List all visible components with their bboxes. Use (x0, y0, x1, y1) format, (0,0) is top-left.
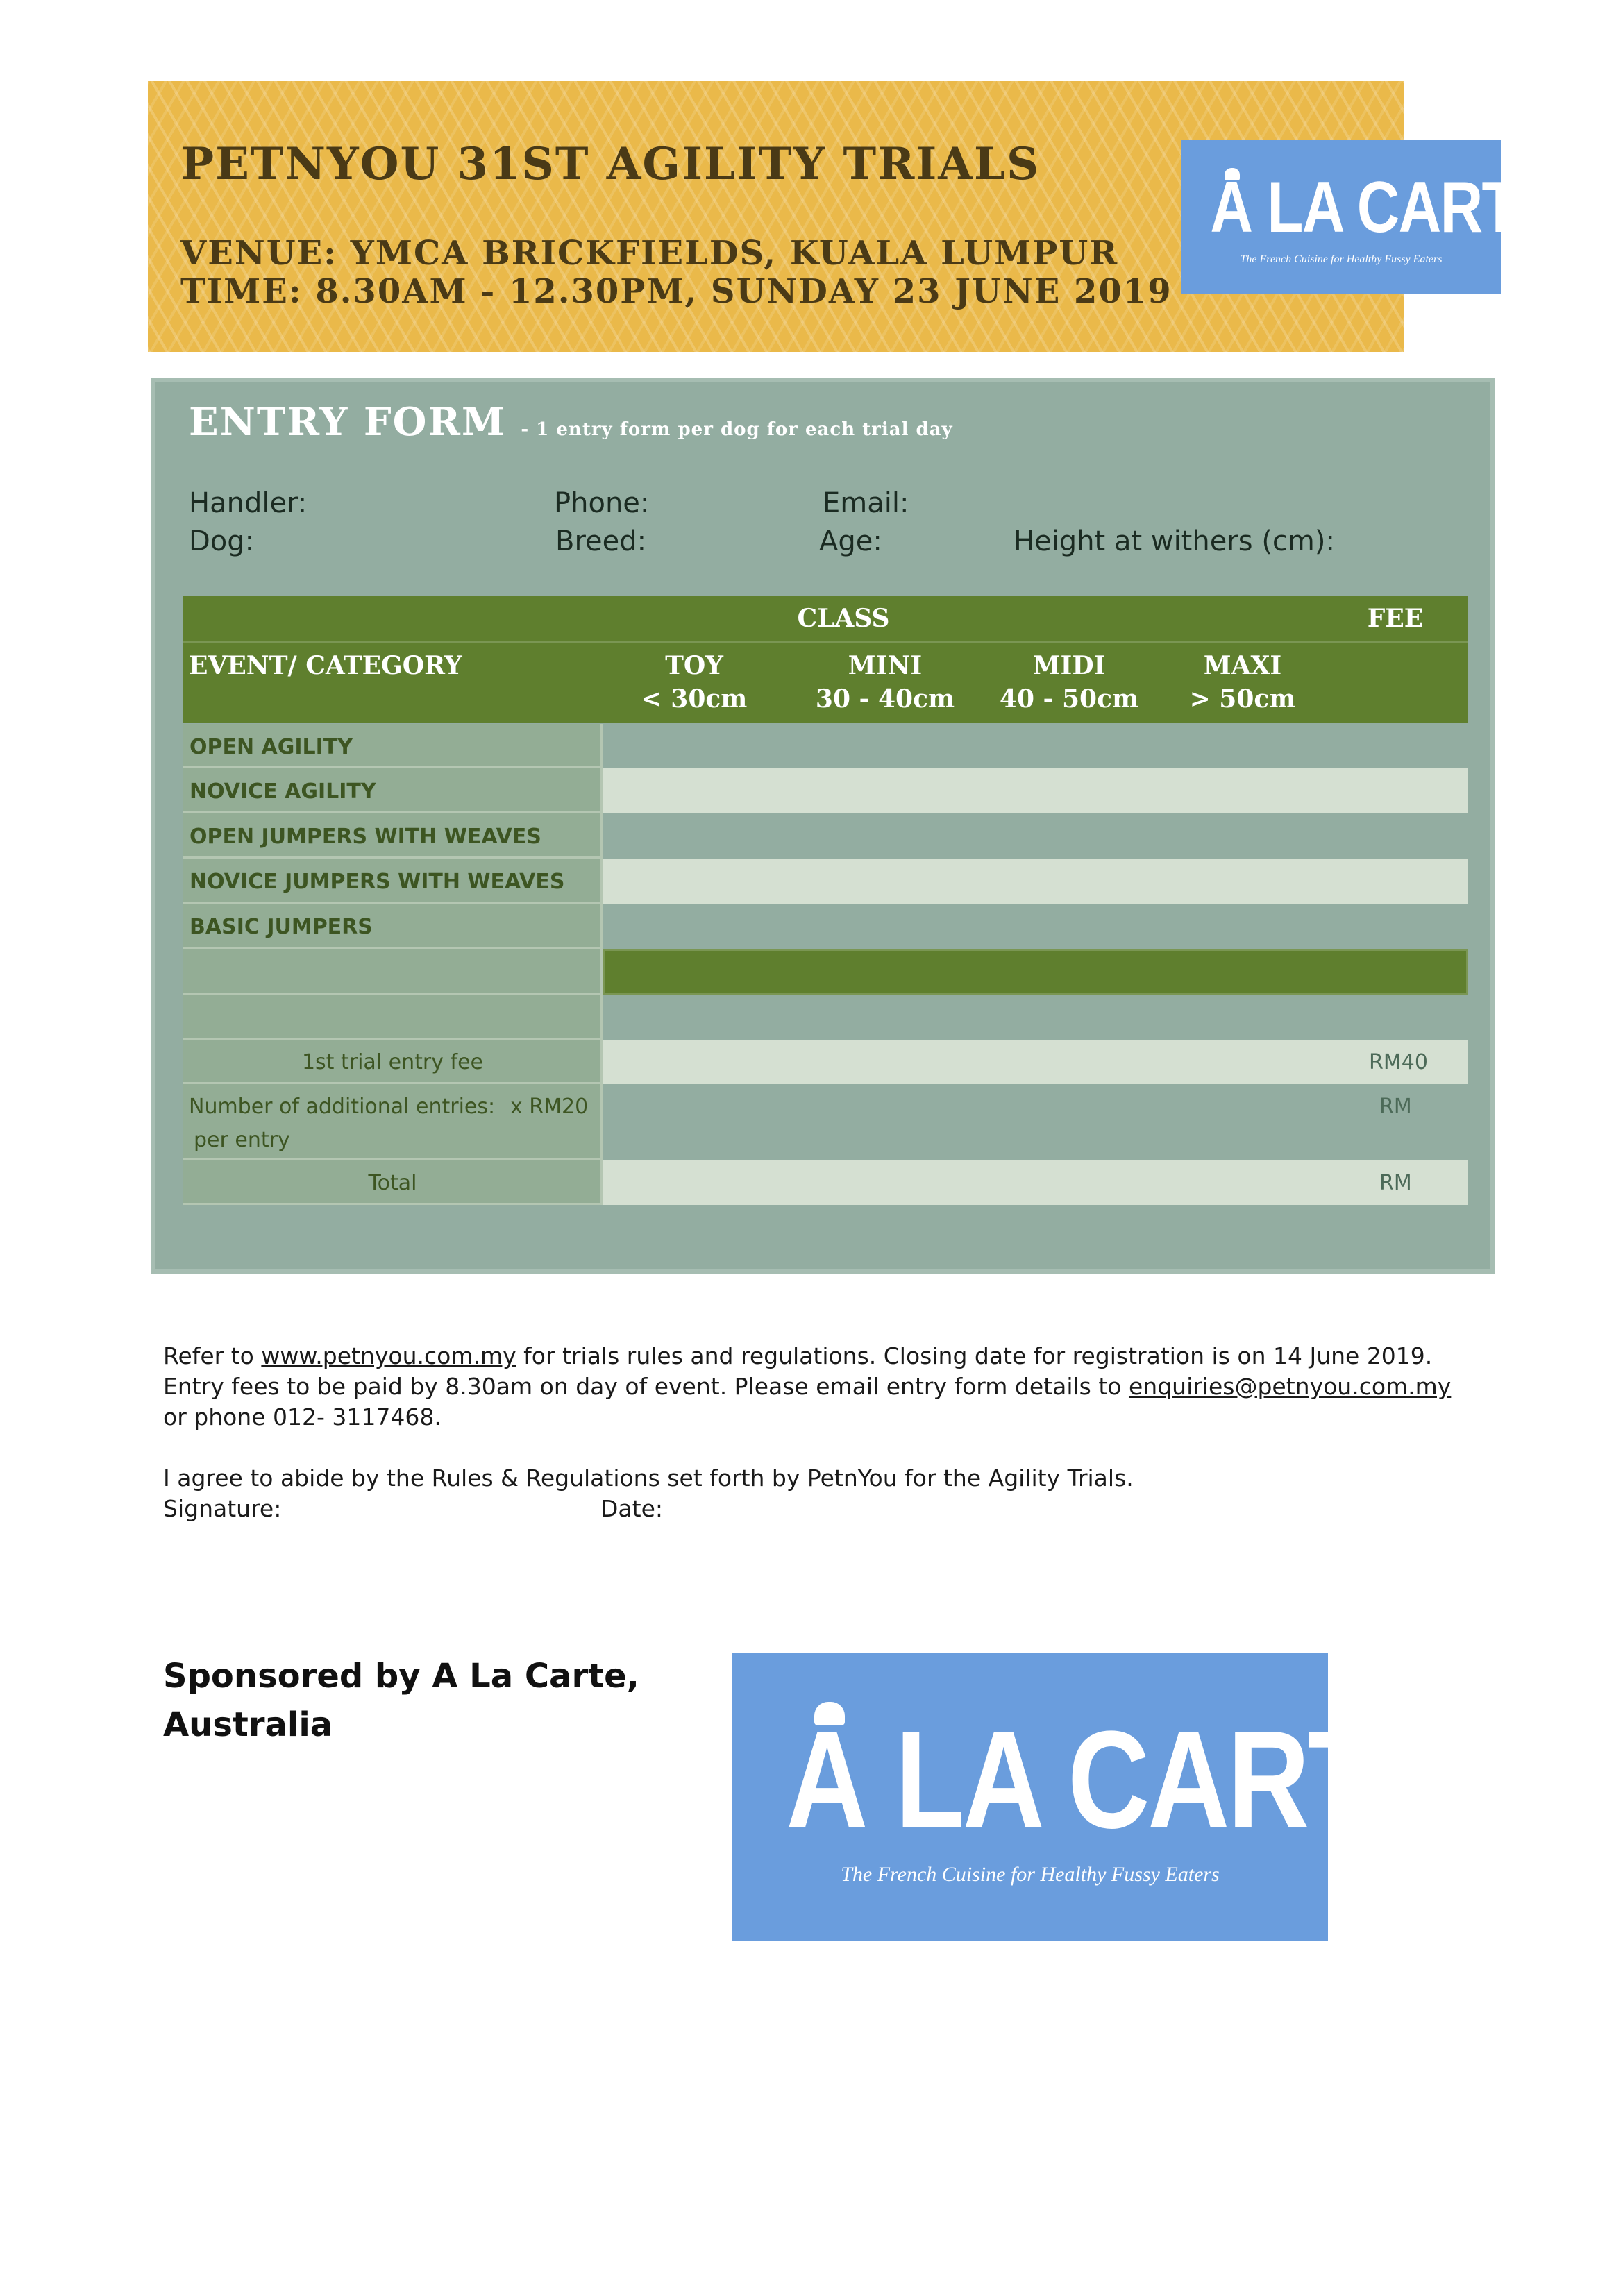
event-title: PETNYOU 31ST AGILITY TRIALS (180, 138, 1041, 190)
first-fee-entry (603, 1040, 1468, 1084)
empty-row-label (183, 995, 603, 1040)
event-row-entry[interactable] (603, 813, 1468, 859)
form-subtitle: - 1 entry form per dog for each trial day (521, 419, 953, 440)
empty-row-label (183, 949, 603, 995)
logo-tagline: The French Cuisine for Healthy Fussy Eaters (1240, 253, 1443, 265)
event-row-label: BASIC JUMPERS (183, 904, 603, 949)
additional-entries-entry[interactable] (603, 1084, 1468, 1160)
a-la-carte-logo-sponsor (732, 1653, 1449, 1941)
logo-brand: Ȧ LA CARTE (1210, 167, 1556, 248)
entry-form-heading (189, 399, 953, 445)
event-row-label: OPEN JUMPERS WITH WEAVES (183, 813, 603, 859)
event-row-label: NOVICE AGILITY (183, 768, 603, 813)
additional-entries-rate: x RM20 (510, 1095, 589, 1119)
logo-brand: Ȧ LA CARTE (786, 1703, 1449, 1857)
a-la-carte-logo-header (1181, 140, 1556, 294)
phone-field-label[interactable]: Phone: (554, 487, 650, 519)
total-label: Total (368, 1171, 417, 1195)
class-toy-name: TOY (665, 651, 723, 680)
class-midi-range: 40 - 50cm (999, 684, 1139, 714)
event-time: TIME: 8.30AM - 12.30PM, SUNDAY 23 JUNE 2019 (180, 272, 1172, 311)
age-field-label[interactable]: Age: (819, 525, 882, 557)
first-fee-label: 1st trial entry fee (301, 1050, 484, 1074)
event-category-header: EVENT/ CATEGORY (189, 651, 462, 680)
class-maxi-range: > 50cm (1189, 684, 1296, 714)
first-fee-value: RM40 (1369, 1050, 1428, 1074)
agreement-text: I agree to abide by the Rules & Regulations set forth by PetnYou for the Agility Trials. (163, 1464, 1134, 1492)
logo-tagline: The French Cuisine for Healthy Fussy Eaters (841, 1863, 1220, 1886)
class-mini-name: MINI (848, 651, 923, 680)
class-maxi-name: MAXI (1203, 651, 1282, 680)
header-divider (183, 641, 1468, 643)
rules-text-prefix: Refer to (163, 1342, 262, 1369)
breed-field-label[interactable]: Breed: (555, 525, 647, 557)
class-header: CLASS (797, 604, 890, 633)
event-row-label: OPEN AGILITY (183, 724, 603, 768)
signature-label: Signature: (163, 1495, 282, 1522)
dog-field-label[interactable]: Dog: (189, 525, 255, 557)
additional-entries-label: Number of additional entries: (189, 1095, 496, 1119)
form-title: ENTRY FORM (189, 399, 506, 445)
divider-band (603, 949, 1468, 995)
event-row-entry[interactable] (603, 768, 1468, 813)
total-value: RM (1379, 1171, 1412, 1195)
empty-row-entry (603, 995, 1468, 1040)
handler-field-label[interactable]: Handler: (189, 487, 308, 519)
rules-paragraph (163, 1341, 1461, 1433)
height-field-label[interactable]: Height at withers (cm): (1014, 525, 1335, 557)
email-field-label[interactable]: Email: (823, 487, 909, 519)
additional-entries-per: per entry (194, 1128, 290, 1152)
event-row-entry[interactable] (603, 724, 1468, 768)
event-row-label: NOVICE JUMPERS WITH WEAVES (183, 859, 603, 904)
class-mini-range: 30 - 40cm (815, 684, 955, 714)
fee-header: FEE (1367, 604, 1424, 633)
event-venue: VENUE: YMCA BRICKFIELDS, KUALA LUMPUR (180, 234, 1119, 273)
rules-text-suffix: or phone 012- 3117468. (163, 1403, 442, 1430)
sponsor-text: Sponsored by A La Carte, Australia (163, 1657, 639, 1744)
class-toy-range: < 30cm (641, 684, 748, 714)
event-row-entry[interactable] (603, 904, 1468, 949)
total-entry (603, 1160, 1468, 1205)
website-link[interactable]: www.petnyou.com.my (261, 1342, 516, 1369)
event-row-entry[interactable] (603, 859, 1468, 904)
class-midi-name: MIDI (1032, 651, 1106, 680)
rules-text-middle: for trials rules and regulations. Closing date for registration is on 14 June 2019. Entry fees to be paid by 8.30am on day of event. Please email entry form details to (163, 1342, 1433, 1400)
email-link[interactable]: enquiries@petnyou.com.my (1128, 1373, 1452, 1400)
date-label: Date: (600, 1495, 663, 1522)
additional-entries-value: RM (1379, 1095, 1412, 1119)
